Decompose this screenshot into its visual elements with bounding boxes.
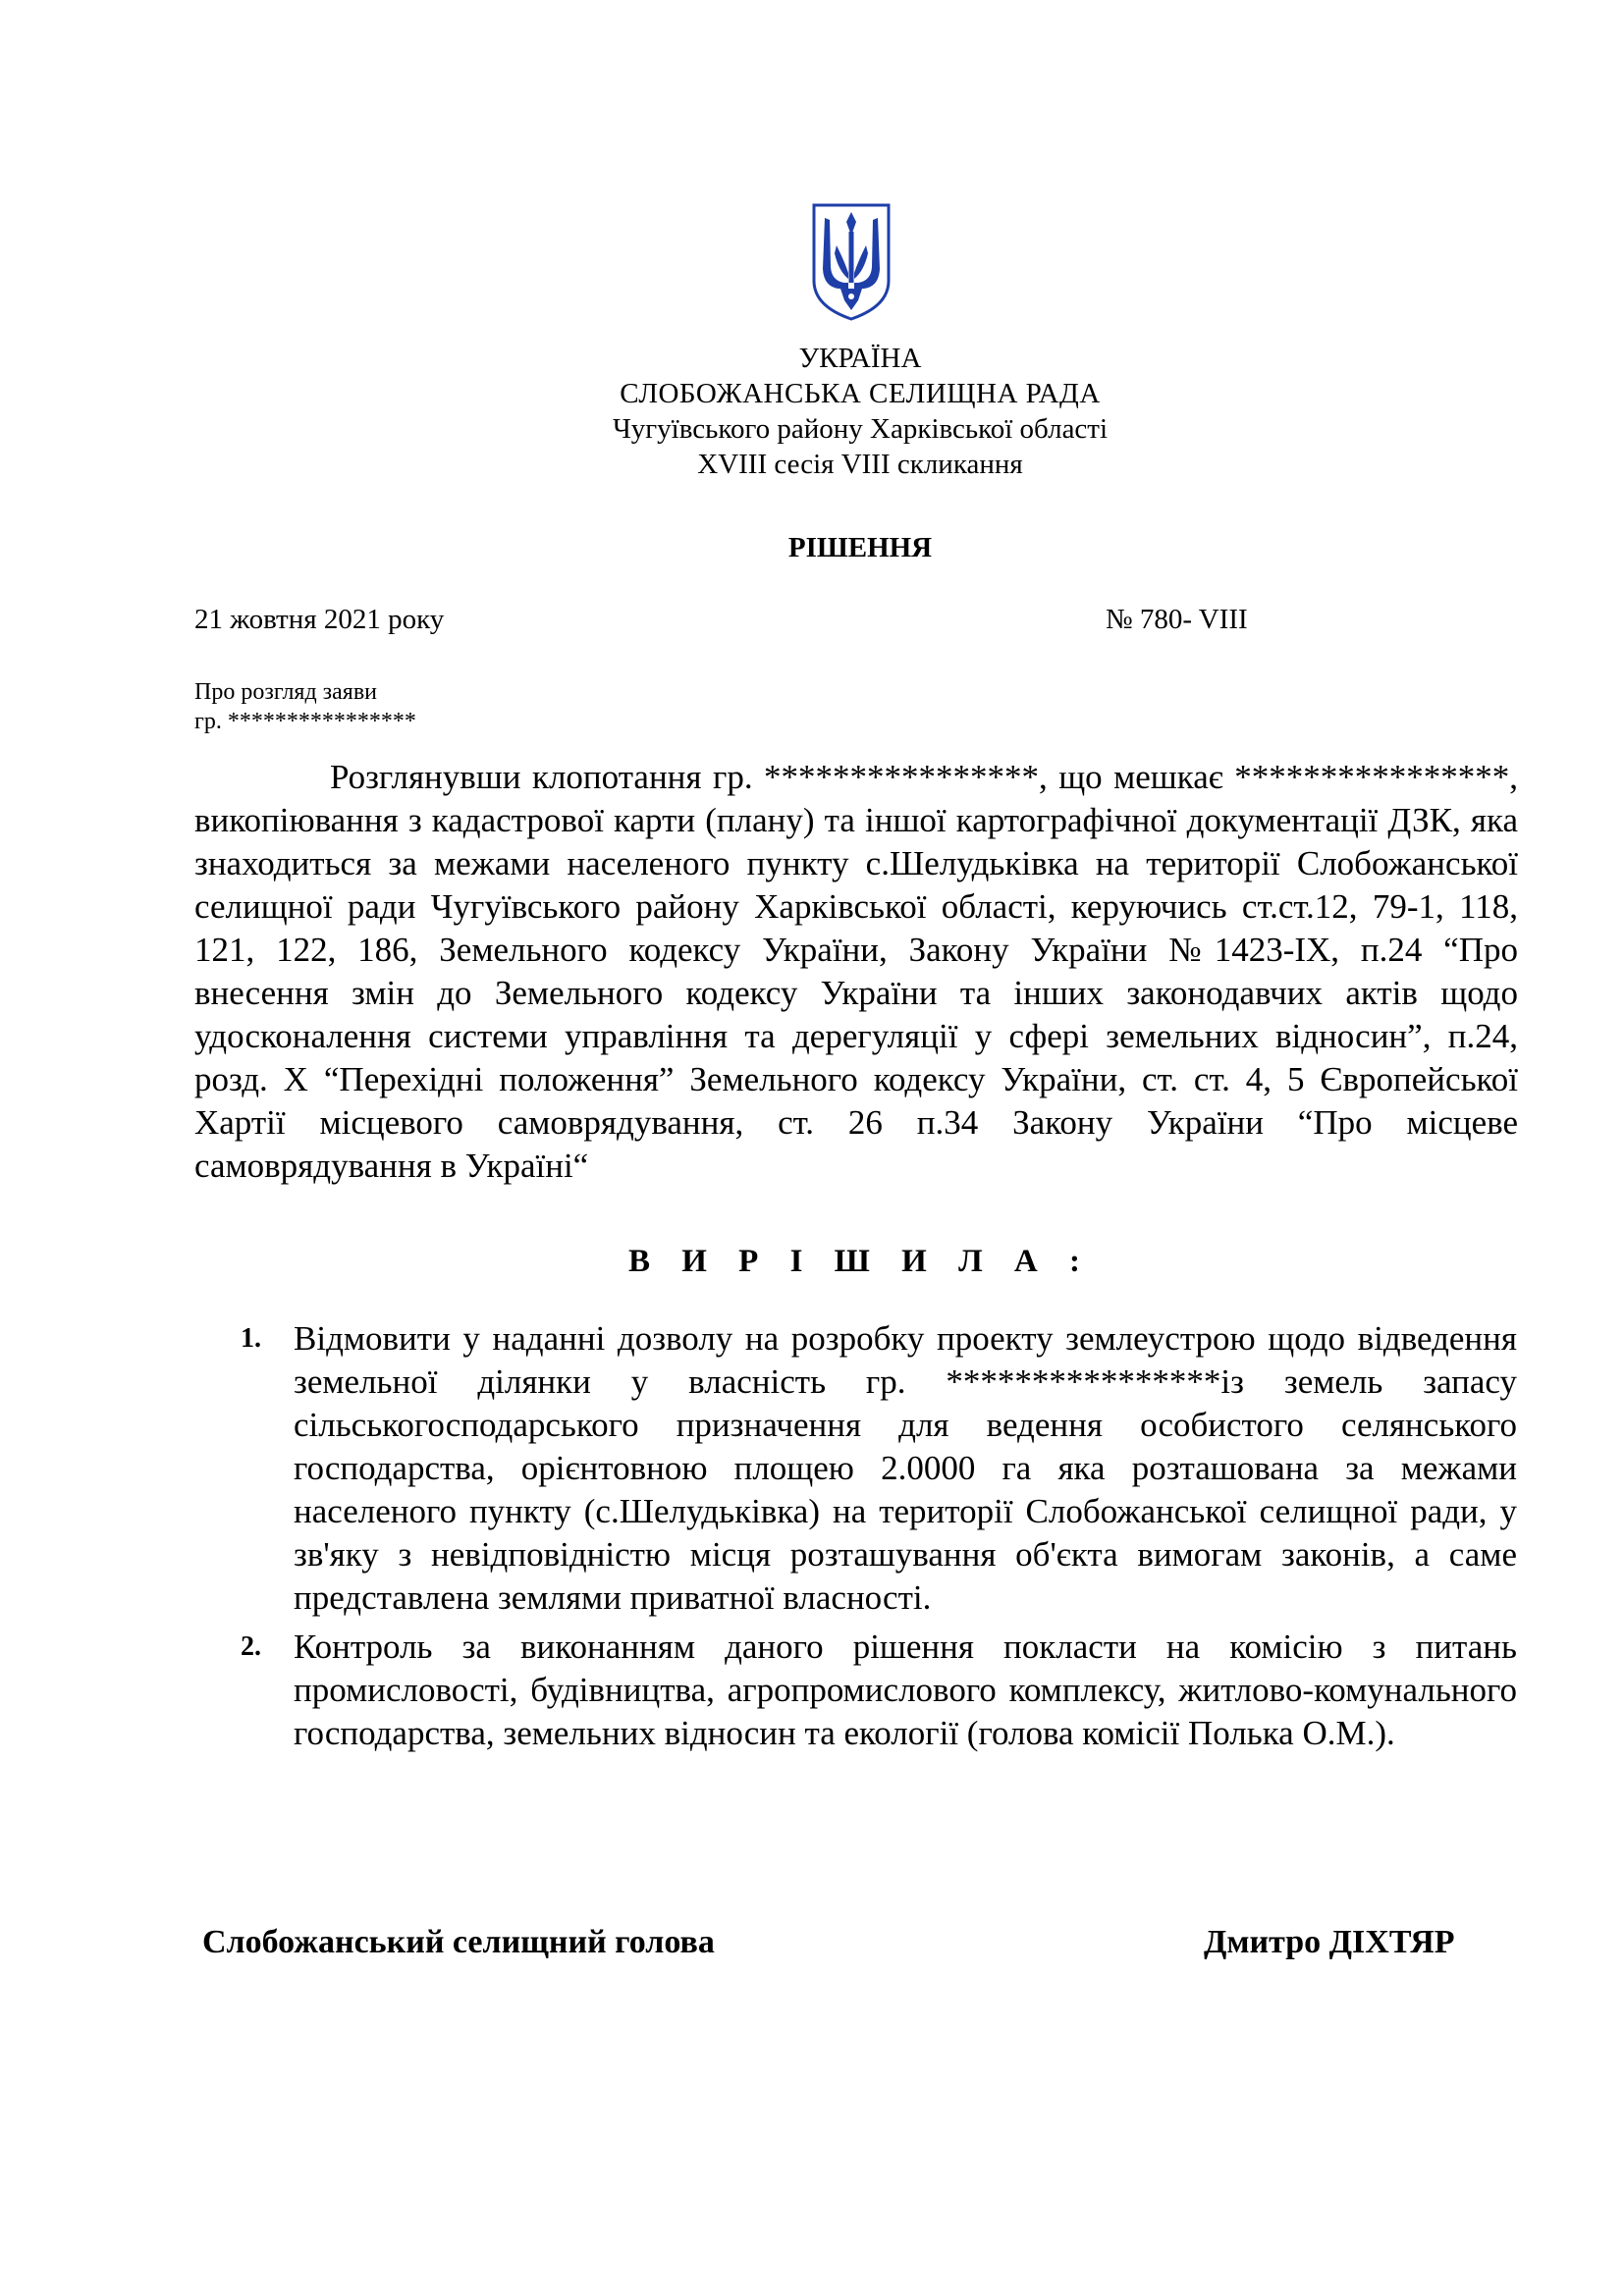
- decision-list: [241, 1317, 1517, 1761]
- signatory-name: Дмитро ДІХТЯР: [1204, 1924, 1455, 1960]
- decision-number: 1.: [241, 1323, 261, 1354]
- district-name: Чугуївського району Харківської області: [612, 413, 1109, 445]
- decision-item: [241, 1317, 1517, 1620]
- decision-number: 2.: [241, 1631, 261, 1662]
- council-name: СЛОБОЖАНСЬКА СЕЛИЩНА РАДА: [620, 378, 1101, 409]
- country-title: УКРАЇНА: [798, 343, 922, 374]
- document-date: 21 жовтня 2021 року: [194, 604, 445, 635]
- decision-text: Відмовити у наданні дозволу на розробку проекту землеустрою щодо відведення земельної ділянки у власність гр. ****************із земель запасу сільськогосподарського призначення для ведення особистого селянського господарства, орієнтовною площею 2.0000 га яка розташована за межами населеного пункту (с.Шелудьківка) на території Слобожанської селищної ради, у зв'яку з невідповідністю місця розташування об'єкта вимогам законів, а саме представлена землями приватної власності.: [294, 1319, 1517, 1617]
- subject-line: гр. ****************: [194, 709, 416, 734]
- body-paragraph: Розглянувши клопотання гр. ****************, що мешкає ****************, викопіювання з кадастрової карти (плану) та іншої картографічної документації ДЗК, яка знаходиться за межами населеного пункту с.Шелудьківка на території Слобожанської селищної ради Чугуївського району Харківської області, керуючись ст.ст.12, 79-1, 118, 121, 122, 186, Земельного кодексу України, Закону України №1423-IX, п.24 “Про внесення змін до Земельного кодексу України та інших законодавчих актів щодо удосконалення системи управління та дерегуляції у сфері земельних відносин”, п.24, розд. X “Перехідні положення” Земельного кодексу України, ст. ст. 4, 5 Європейської Хартії місцевого самоврядування, ст. 26 п.34 Закону України “Про місцеве самоврядування в Україні“: [194, 758, 1518, 1185]
- decided-heading: В И Р І Ш И Л А :: [628, 1244, 1092, 1279]
- document-number: № 780- VIII: [1106, 604, 1248, 635]
- resolution-title: РІШЕННЯ: [787, 532, 933, 563]
- signatory-title: Слобожанський селищний голова: [202, 1924, 715, 1960]
- decision-item: [241, 1626, 1517, 1755]
- trident-coat-of-arms-icon: [811, 202, 892, 322]
- decision-text: Контроль за виконанням даного рішення покласти на комісію з питань промисловості, будівництва, агропромислового комплексу, житлово-комунального господарства, земельних відносин та екології (голова комісії Полька О.М.).: [294, 1628, 1517, 1752]
- subject: [194, 677, 416, 736]
- session-info: XVIII сесія VIII скликання: [697, 449, 1023, 480]
- subject-line: Про розгляд заяви: [194, 679, 378, 705]
